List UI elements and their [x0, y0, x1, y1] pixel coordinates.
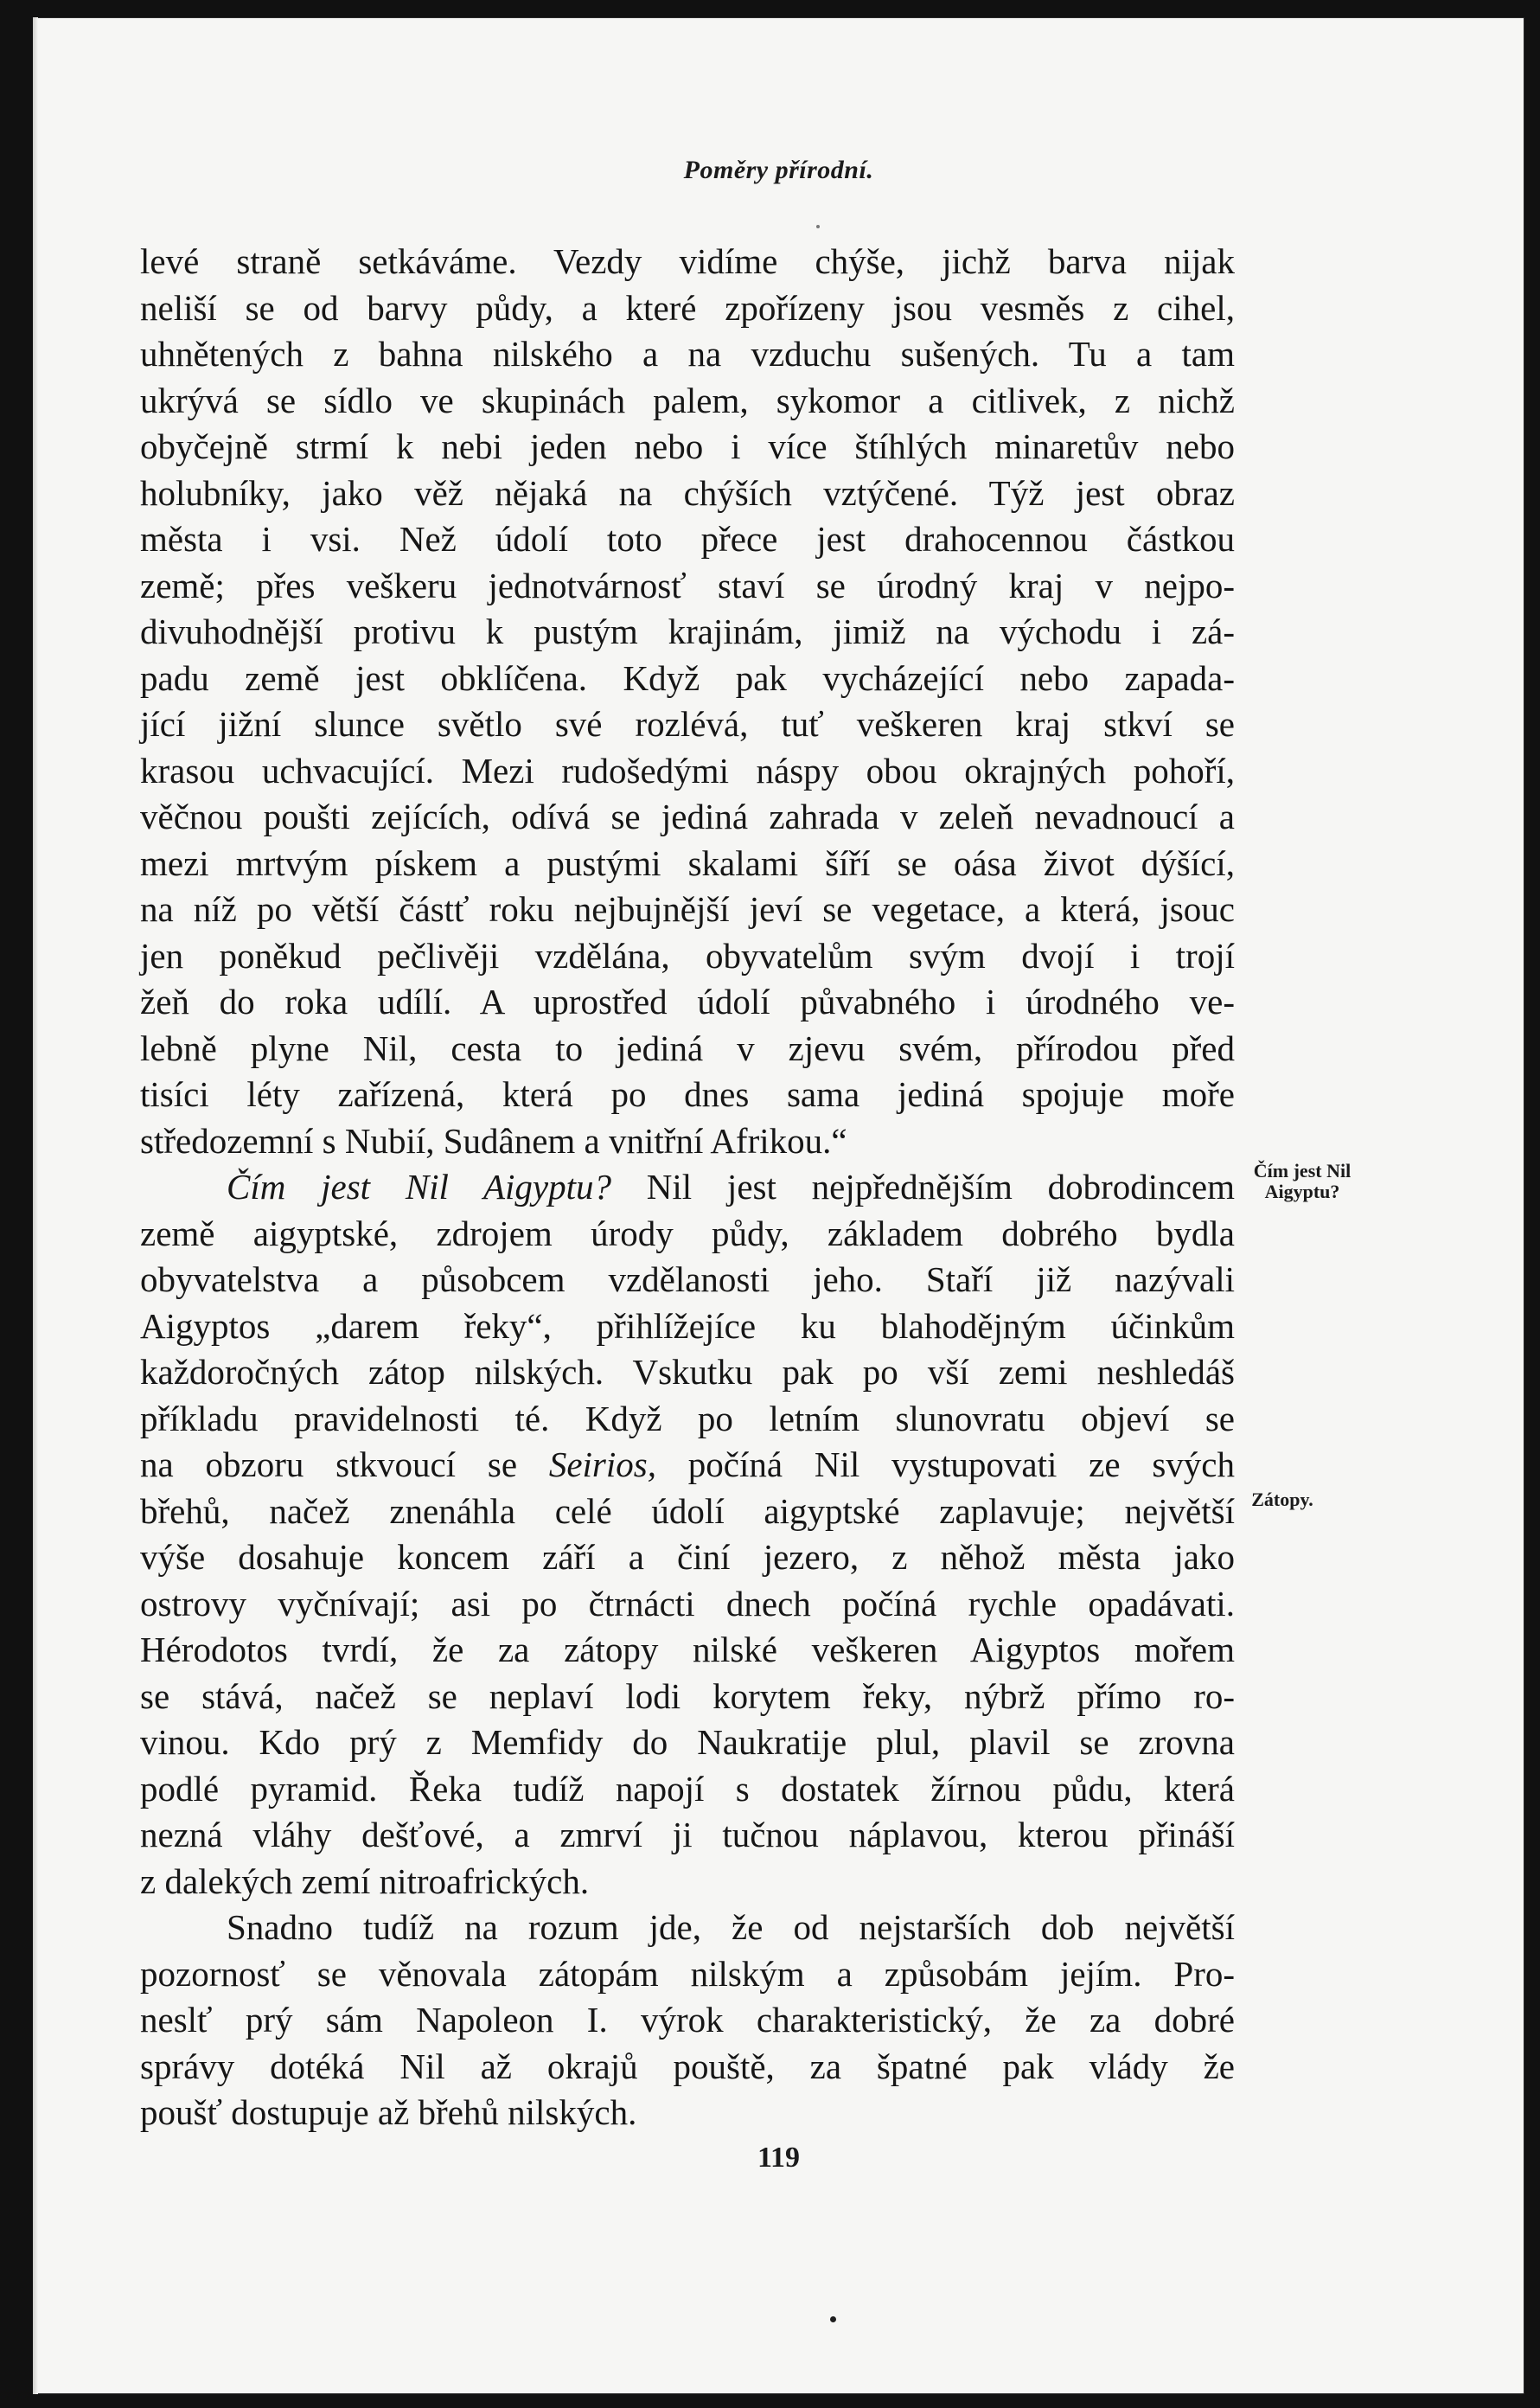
paragraph-1	[140, 239, 1235, 1164]
text-line: země aigyptské, zdrojem úrody půdy, základem dobrého bydla	[140, 1213, 1235, 1253]
margin-note-cim-jest-nil	[1216, 1161, 1389, 1202]
text-line: lebně plyne Nil, cesta to jediná v zjevu svém, přírodou před	[140, 1028, 1235, 1068]
text-line: jící jižní slunce světlo své rozlévá, tuť veškeren kraj stkví se	[140, 704, 1235, 744]
text-line: nezná vláhy dešťové, a zmrví ji tučnou náplavou, kterou přináší	[140, 1815, 1235, 1854]
text-line: levé straně setkáváme. Vezdy vidíme chýše, jichž barva nijak	[140, 241, 1235, 281]
book-page	[33, 17, 1524, 2394]
text-line: věčnou poušti zejících, odívá se jediná zahrada v zeleň nevadnoucí a	[140, 797, 1235, 836]
text-line: z dalekých zemí nitroafrických.	[140, 1860, 590, 1901]
text-line: holubníky, jako věž nějaká na chýších vztýčené. Týž jest obraz	[140, 472, 1235, 513]
running-head: Poměry přírodní.	[683, 156, 874, 184]
paragraph-2	[140, 1164, 1235, 1905]
ink-speck	[830, 2316, 836, 2322]
text-line: středozemní s Nubií, Sudânem a vnitřní Afrikou.“	[140, 1120, 847, 1161]
text-line: správy dotéká Nil až okrajů pouště, za špatné pak vlády že	[140, 2046, 1235, 2086]
text-line: uhnětených z bahna nilského a na vzduchu sušených. Tu a tam	[140, 334, 1235, 374]
text-line: na níž po větší částť roku nejbujnější jeví se vegetace, a která, jsouc	[140, 889, 1235, 929]
sidenote-lead-italic: Čím jest Nil Aigyptu?	[227, 1167, 611, 1207]
text-line: břehů, načež znenáhla celé údolí aigyptské zaplavuje; největší	[140, 1490, 1235, 1531]
text-line: Hérodotos tvrdí, že za zátopy nilské veškeren Aigyptos mořem	[140, 1630, 1235, 1669]
text-line: obyčejně strmí k nebi jeden nebo i více štíhlých minaretův nebo	[140, 426, 1235, 466]
text-run: na obzoru stkvoucí se	[140, 1444, 549, 1484]
italic-word: Seirios,	[548, 1444, 656, 1484]
paragraph-3	[140, 1905, 1235, 2136]
margin-note-zatopy: Zátopy.	[1251, 1489, 1313, 1510]
body-text	[140, 239, 1235, 2136]
margin-note-line: Aigyptu?	[1264, 1181, 1340, 1202]
text-line: krasou uchvacující. Mezi rudošedými náspy obou okrajných pohoří,	[140, 750, 1235, 791]
text-line: poušť dostupuje až břehů nilských.	[140, 2092, 637, 2132]
text-line: jen poněkud pečlivěji vzdělána, obyvatelům svým dvojí i trojí	[140, 935, 1235, 976]
text-line: ostrovy vyčnívají; asi po čtrnácti dnech počíná rychle opadávati.	[140, 1583, 1235, 1623]
text-line: obyvatelstva a působcem vzdělanosti jeho. Staří již nazývali	[140, 1259, 1235, 1299]
text-line: podlé pyramid. Řeka tudíž napojí s dostatek žírnou půdu, která	[140, 1768, 1235, 1809]
text-line: výše dosahuje koncem září a činí jezero, z něhož města jako	[140, 1537, 1235, 1577]
text-line: Aigyptos „darem řeky“, přihlížejíce ku blahodějným účinkům	[140, 1305, 1235, 1346]
page-number: 119	[757, 2142, 801, 2174]
text-run: Nil jest nejpřednějším dobrodincem	[611, 1167, 1235, 1207]
ink-speck	[816, 225, 820, 228]
text-line: ukrývá se sídlo ve skupinách palem, sykomor a citlivek, z nichž	[140, 380, 1235, 420]
text-line: se stává, načež se neplaví lodi korytem řeky, nýbrž přímo ro-	[140, 1675, 1235, 1716]
text-line: padu země jest obklíčena. Když pak vycházející nebo zapada-	[140, 657, 1235, 698]
text-line: každoročných zátop nilských. Vskutku pak po vší zemi neshledáš	[140, 1352, 1235, 1392]
text-line: divuhodnější protivu k pustým krajinám, jimiž na východu i zá-	[140, 612, 1235, 651]
text-line: příkladu pravidelnosti té. Když po letním slunovratu objeví se	[140, 1398, 1235, 1438]
text-line: tisíci léty zařízená, která po dnes sama jediná spojuje moře	[140, 1074, 1235, 1114]
text-line: neliší se od barvy půdy, a které zpořízeny jsou vesměs z cihel,	[140, 287, 1235, 328]
text-line: mezi mrtvým pískem a pustými skalami šíří se oása život dýšící,	[140, 842, 1235, 883]
text-line: neslť prý sám Napoleon I. výrok charakteristický, že za dobré	[140, 2000, 1235, 2040]
page-edge-shadow	[33, 17, 38, 2394]
text-line: pozornosť se věnovala zátopám nilským a způsobám jejím. Pro-	[140, 1953, 1235, 1994]
text-line: země; přes veškeru jednotvárnosť staví se úrodný kraj v nejpo-	[140, 565, 1235, 605]
text-line	[140, 1905, 1235, 1951]
text-line: vinou. Kdo prý z Memfidy do Naukratije plul, plavil se zrovna	[140, 1722, 1235, 1762]
text-line	[140, 1442, 1235, 1489]
text-line	[140, 1164, 1235, 1211]
text-run: počíná Nil vystupovati ze svých	[655, 1444, 1235, 1484]
text-line: žeň do roka udílí. A uprostřed údolí půvabného i úrodného ve-	[140, 982, 1235, 1021]
margin-note-line: Čím jest Nil	[1253, 1160, 1351, 1182]
text-line: města i vsi. Než údolí toto přece jest drahocennou částkou	[140, 519, 1235, 559]
text-run: Snadno tudíž na rozum jde, že od nejstarších dob největší	[227, 1907, 1235, 1947]
